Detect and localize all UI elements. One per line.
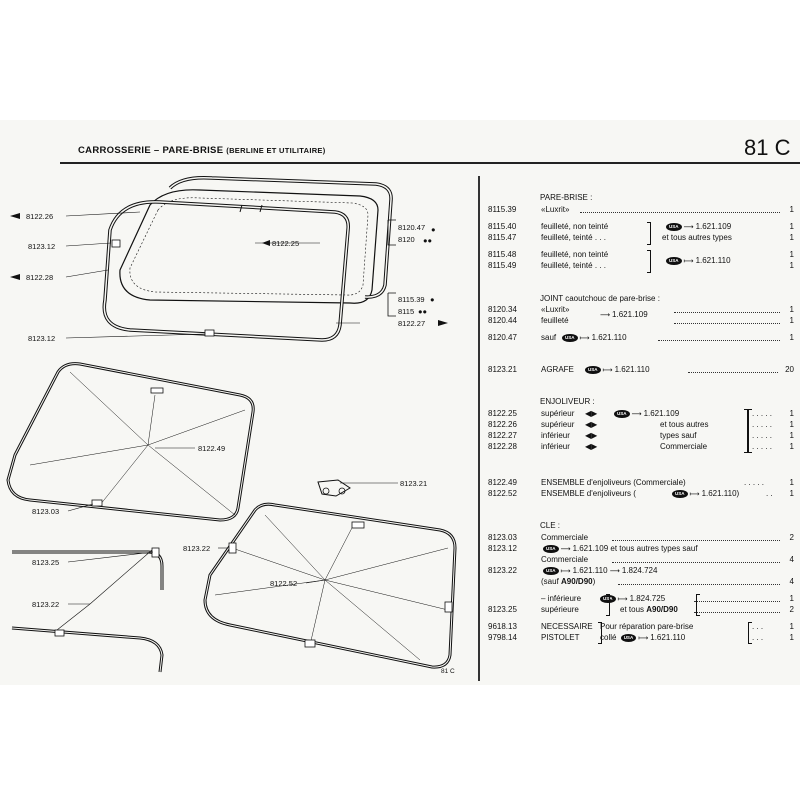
parts-row: 8123.25 supérieure et tous A90/D90 2 — [488, 605, 794, 614]
parts-row: 8122.52 ENSEMBLE d'enjoliveurs ( USA ⟼ 1.621.110) . . 1 — [488, 489, 794, 498]
parts-row: 8122.27 inférieur ◀▶ types sauf . . . . . 1 — [488, 431, 794, 440]
parts-row: 8120.44 feuilleté 1 — [488, 316, 794, 325]
svg-text:●●: ●● — [423, 236, 433, 245]
parts-row: 8123.21 AGRAFE USA ⟼ 1.621.110 20 — [488, 365, 794, 374]
usa-badge-icon: USA — [562, 334, 578, 342]
callout-8123-21: 8123.21 — [400, 479, 428, 488]
usa-badge-icon: USA — [543, 545, 559, 553]
section-title-enjoliveur: ENJOLIVEUR : — [540, 397, 595, 406]
parts-row: 8123.22 USA ⟼ 1.621.110 ⟶ 1.824.724 — [488, 566, 658, 575]
section-title-joint: JOINT caoutchouc de pare-brise : — [540, 294, 660, 303]
page-subtitle: (BERLINE ET UTILITAIRE) — [226, 146, 326, 155]
usa-badge-icon: USA — [600, 595, 616, 603]
usa-badge-icon: USA — [614, 410, 630, 418]
svg-text:●: ● — [431, 225, 436, 234]
trim-commerciale — [8, 364, 253, 520]
footer-page-number: 81 C — [441, 668, 455, 675]
usa-badge-icon: USA — [585, 366, 601, 374]
callout-8122-25: 8122.25 — [272, 239, 300, 248]
parts-row: 9618.13 NECESSAIRE Pour réparation pare-brise . . . 1 — [488, 622, 794, 631]
callout-8123-25: 8123.25 — [32, 558, 60, 567]
parts-row: 8115.47 feuilleté, teinté . . . et tous autres types 1 — [488, 233, 794, 242]
usa-badge-icon: USA — [543, 567, 559, 575]
parts-row: 8115.39 «Luxrit» 1 — [488, 205, 794, 214]
callout-8120-47: 8120.47 — [398, 223, 426, 232]
callout-8123-22-b: 8123.22 — [32, 600, 60, 609]
section-title-cle: CLE : — [540, 521, 561, 530]
svg-text:●●: ●● — [418, 307, 428, 316]
parts-row: 8120.47 sauf USA ⟼ 1.621.110 1 — [488, 333, 794, 342]
callout-8122-52: 8122.52 — [270, 579, 298, 588]
parts-row: 8122.49 ENSEMBLE d'enjoliveurs (Commerciale) . . . . . 1 — [488, 478, 794, 487]
parts-row: 8123.12 USA ⟶ 1.621.109 et tous autres types sauf — [488, 544, 698, 553]
callout-8123-03: 8123.03 — [32, 507, 60, 516]
key-8123-12-top — [112, 240, 120, 247]
svg-text:●: ● — [430, 295, 435, 304]
parts-row: 8115.40 feuilleté, non teinté USA ⟶ 1.621.109 1 — [488, 222, 794, 231]
parts-row: 9798.14 PISTOLET collé USA ⟼ 1.621.110 . . . 1 — [488, 633, 794, 642]
usa-badge-icon: USA — [666, 257, 682, 265]
usa-badge-icon: USA — [621, 634, 637, 642]
parts-row: 8122.26 supérieur ◀▶ et tous autres . . . . . 1 — [488, 420, 794, 429]
parts-row: 8122.25 supérieur ◀▶ USA ⟶ 1.621.109 . . . . . 1 — [488, 409, 794, 418]
corner-key-lower — [12, 628, 162, 672]
parts-row: 8122.28 inférieur ◀▶ Commerciale . . . . . 1 — [488, 442, 794, 451]
usa-badge-icon: USA — [672, 490, 688, 498]
callout-8123-22-a: 8123.22 — [183, 544, 211, 553]
callout-8122-28: 8122.28 — [26, 273, 54, 282]
callout-8122-27: 8122.27 — [398, 319, 426, 328]
parts-row: 8115.49 feuilleté, teinté . . . USA ⟼ 1.621.110 1 — [488, 256, 794, 270]
page-number: 81 C — [744, 135, 791, 160]
parts-row: Commerciale 4 — [541, 555, 794, 564]
callout-8120: 8120 — [398, 235, 415, 244]
parts-row: – inférieure USA ⟼ 1.824.725 1 — [541, 594, 794, 603]
callout-8122-49: 8122.49 — [198, 444, 226, 453]
parts-row: (sauf A90/D90) 4 — [541, 577, 794, 586]
section-title-pare-brise: PARE-BRISE : — [540, 193, 593, 202]
callout-8115-39: 8115.39 — [398, 295, 425, 304]
callout-8123-12-a: 8123.12 — [28, 242, 56, 251]
usa-badge-icon: USA — [666, 223, 682, 231]
callout-8115: 8115 — [398, 307, 415, 316]
parts-row: 8123.03 Commerciale 2 — [488, 533, 794, 542]
clip-8123-21 — [318, 480, 350, 496]
callout-8123-12-b: 8123.12 — [28, 334, 56, 343]
callout-8122-26: 8122.26 — [26, 212, 54, 221]
parts-row: 8115.48 feuilleté, non teinté 1 — [488, 250, 794, 259]
trim-upper — [104, 202, 348, 340]
page-title: CARROSSERIE – PARE-BRISE (BERLINE ET UTILITAIRE) — [78, 145, 326, 156]
key-8123-12-bottom — [205, 330, 214, 336]
parts-row: 8120.34 «Luxrit» ⟶ 1.621.109 1 — [488, 305, 794, 319]
